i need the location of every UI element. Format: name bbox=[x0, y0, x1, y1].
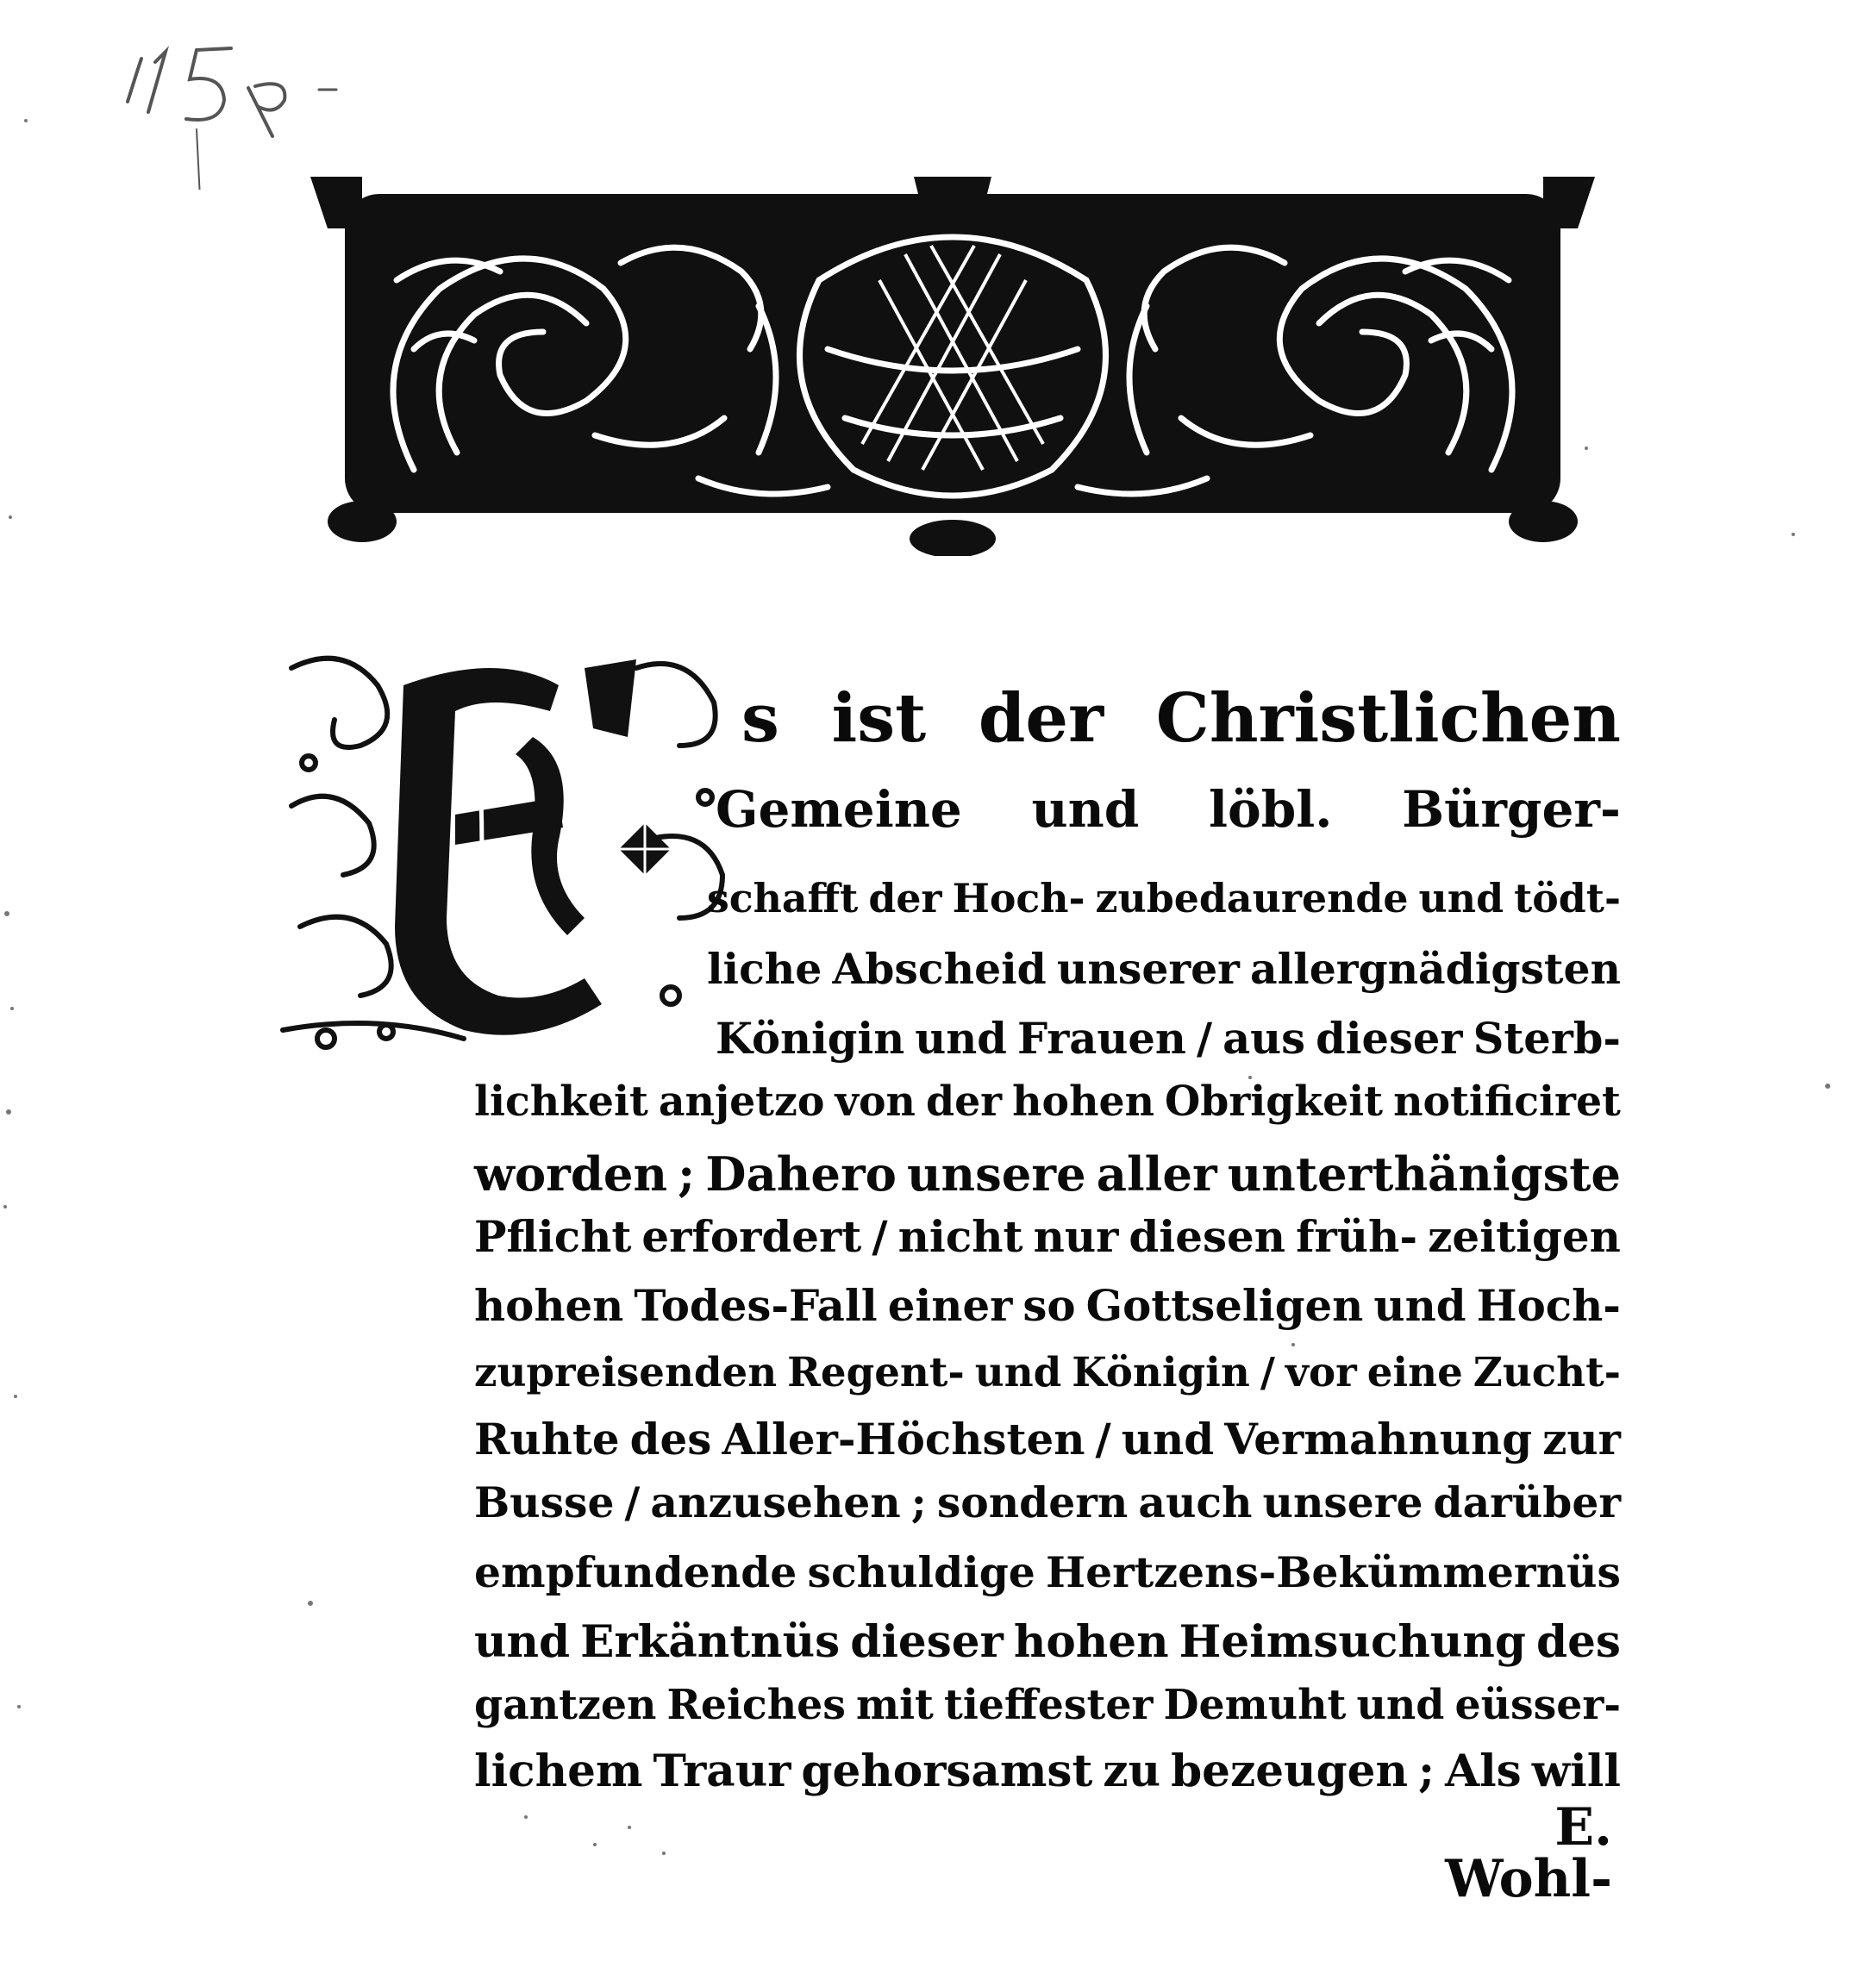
text-line-16: lichem Traur gehorsamst zu bezeugen ; Als will bbox=[474, 1746, 1621, 1797]
text-line-14: und Erkäntnüs dieser hohen Heimsuchung des bbox=[474, 1616, 1621, 1668]
text-line-3: schafft der Hoch- zubedaurende und tödt- bbox=[707, 875, 1621, 921]
catchword: E. Wohl- bbox=[1445, 1797, 1612, 1909]
text-line-11: Ruhte des Aller-Höchsten / und Vermahnung zur bbox=[474, 1414, 1621, 1465]
text-line-15: gantzen Reiches mit tieffester Demuht und eüsser- bbox=[474, 1682, 1621, 1729]
text-line-10: zupreisenden Regent- und Königin / vor eine Zucht- bbox=[474, 1349, 1621, 1396]
text-line-12: Busse / anzusehen ; sondern auch unsere darüber bbox=[474, 1478, 1621, 1527]
text-line-13: empfundende schuldige Hertzens-Bekümmernüs bbox=[474, 1547, 1621, 1597]
text-line-7: worden ; Dahero unsere aller unterthänigste bbox=[474, 1146, 1621, 1202]
text-line-2: Gemeine und löbl. Bürger- bbox=[716, 780, 1621, 839]
text-line-9: hohen Todes-Fall einer so Gottseligen und Hoch- bbox=[474, 1280, 1621, 1331]
text-line-5: Königin und Frauen / aus dieser Sterb- bbox=[716, 1013, 1621, 1064]
text-line-4: liche Abscheid unserer allergnädigsten bbox=[707, 944, 1621, 994]
text-line-8: Pflicht erfordert / nicht nur diesen früh- zeitigen bbox=[474, 1211, 1621, 1262]
text-line-1: s ist der Christlichen bbox=[741, 679, 1621, 758]
text-line-6: lichkeit anjetzo von der hohen Obrigkeit notificiret bbox=[474, 1078, 1621, 1126]
